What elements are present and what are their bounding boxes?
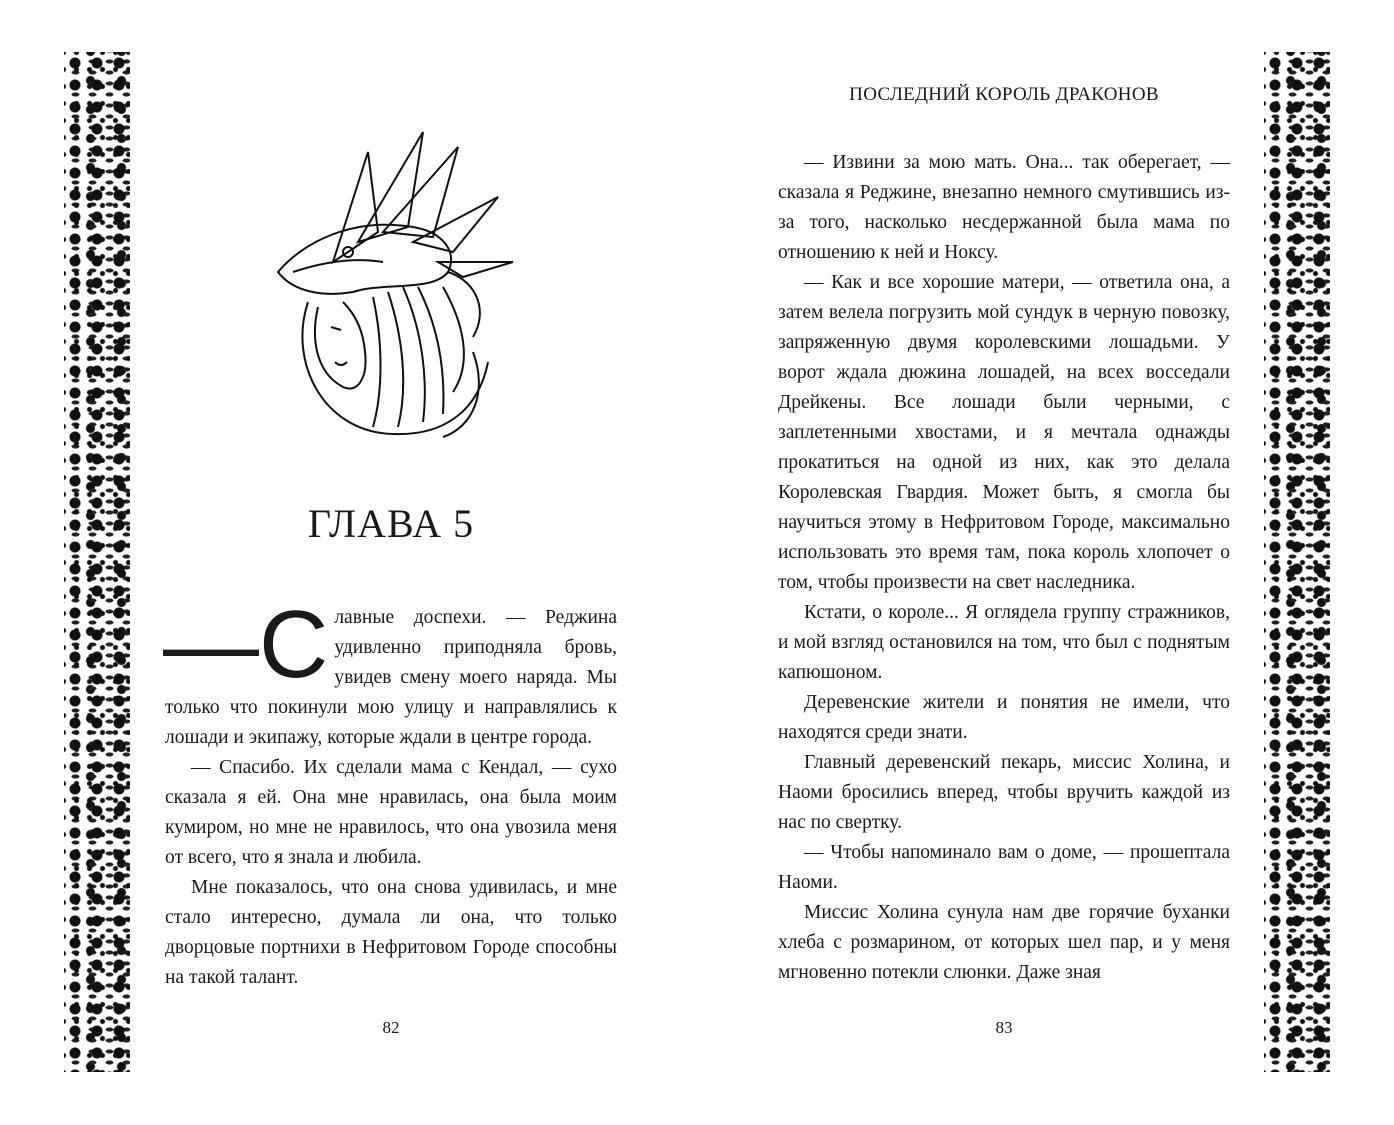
page-number-left: 82 — [382, 1018, 400, 1037]
paragraph: Мне показалось, что она снова удивилась, и мне стало интересно, думала ли она, что только дворцовые портнихи в Нефритовом Городе способны на такой талант. — [165, 877, 617, 988]
paragraph — [163, 591, 617, 753]
paragraph: — Спасибо. Их сделали мама с Кендал, — сухо сказала я ей. Она мне нравилась, она была моим кумиром, но мне не нравилось, что она увозила меня от всего, что я знала и любила. — [165, 757, 617, 868]
running-head: ПОСЛЕДНИЙ КОРОЛЬ ДРАКОНОВ — [849, 84, 1159, 105]
paragraph: Кстати, о короле... Я оглядела группу стражников, и мой взгляд остановился на том, что был с поднятым капюшоном. — [778, 602, 1230, 683]
floral-border-right-icon — [1264, 52, 1330, 1072]
paragraph: — Как и все хорошие матери, — ответила она, а затем велела погрузить мой сундук в черную повозку, запряженную двумя королевскими лошадьми. У ворот ждала дюжина лошадей, на всех восседали Дрейкены. Все лошади были черными, с заплетенными хвостами, и я мечтала однажды прокатиться на одной из них, как это делала Королевская Гвардия. Может быть, я смогла бы научиться этому в Нефритовом Городе, максимально использовать это время там, пока король хлопочет о том, чтобы произвести на свет наследника. — [778, 272, 1230, 593]
chapter-title: ГЛАВА 5 — [307, 501, 475, 546]
drop-cap: —С — [163, 591, 329, 698]
paragraph-text: лавные доспехи. — Реджина удивленно приподняла бровь, увидев смену моего наряда. Мы только что покинули мою улицу и направлялись к лошади и экипажу, которые ждали в центре города. — [165, 607, 617, 748]
paragraph: Деревенские жители и понятия не имели, что находятся среди знати. — [778, 692, 1230, 743]
floral-border-left-icon — [64, 52, 130, 1072]
paragraph: — Извини за мою мать. Она... так оберегает, — сказала я Реджине, внезапно немного смутившись из-за того, насколько несдержанной была мама по отношению к ней и Ноксу. — [778, 152, 1230, 263]
paragraph: Главный деревенский пекарь, миссис Холина, и Наоми бросились вперед, чтобы вручить каждой из нас по свертку. — [778, 752, 1230, 833]
paragraph: Миссис Холина сунула нам две горячие буханки хлеба с розмарином, от которых шел пар, и у меня мгновенно потекли слюнки. Даже зная — [778, 902, 1230, 983]
paragraph: — Чтобы напоминало вам о доме, — прошептала Наоми. — [778, 842, 1230, 893]
page-number-right: 83 — [995, 1018, 1013, 1037]
left-page-text — [163, 591, 617, 993]
right-page-text — [778, 148, 1230, 988]
dragon-head-icon — [273, 122, 523, 442]
left-page — [165, 0, 617, 1125]
right-page — [778, 0, 1230, 1125]
